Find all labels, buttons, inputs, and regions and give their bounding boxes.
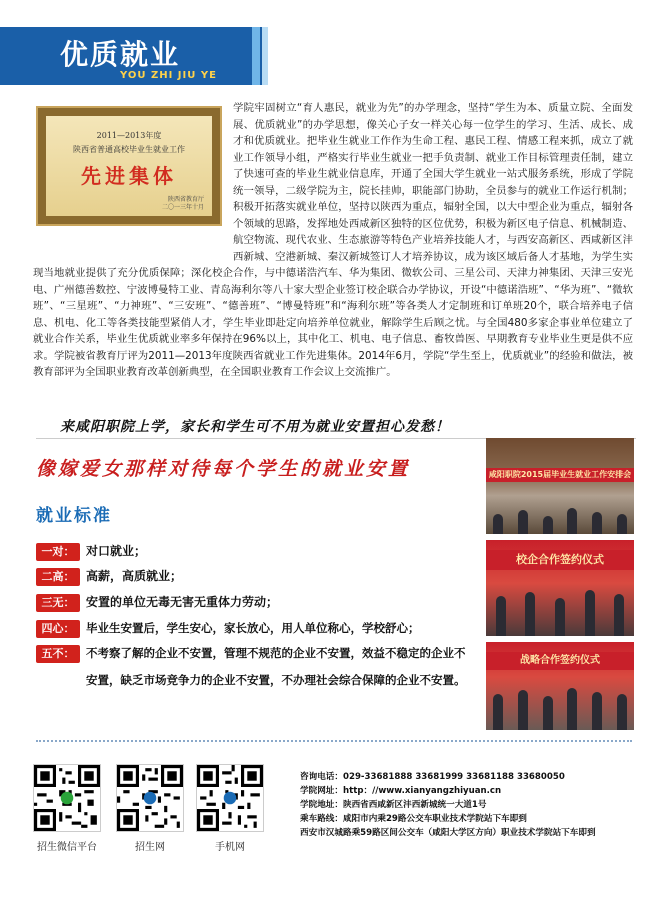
page-subtitle: YOU ZHI JIU YE xyxy=(120,70,217,81)
photo-banner: 战略合作签约仪式 xyxy=(486,652,634,670)
photo-people xyxy=(486,590,634,636)
qr-code-icon[interactable] xyxy=(116,764,184,832)
contact-site-link[interactable]: http：//www.xianyangzhiyuan.cn xyxy=(342,786,502,796)
page-title: 优质就业 xyxy=(60,38,181,71)
plaque-issuer xyxy=(162,196,204,212)
standard-tag: 五不： xyxy=(36,645,80,663)
contact-phone-row xyxy=(300,770,596,784)
contact-route-2: 西安市汉城路乘59路区间公交车（咸阳大学区方向）职业技术学院站下车即到 xyxy=(300,828,596,838)
award-plaque xyxy=(36,106,222,226)
contact-site-label: 学院网址： xyxy=(300,786,343,796)
contact-phone-label: 咨询电话： xyxy=(300,772,343,782)
contact-phone[interactable]: 029-33681888 33681999 33681188 33680050 xyxy=(342,772,565,782)
standard-tag: 四心： xyxy=(36,620,80,638)
standard-text: 毕业生安置后，学生安心，家长放心，用人单位称心，学校舒心； xyxy=(86,621,420,635)
contact-route-1: 咸阳市内乘29路公交车职业技术学院站下车即到 xyxy=(342,814,527,824)
photo-people xyxy=(486,688,634,730)
standard-text: 高薪，高质就业； xyxy=(86,569,183,583)
header-stripe xyxy=(252,27,260,85)
qr-label: 招生网 xyxy=(135,842,165,853)
header-stripe-light xyxy=(262,27,268,85)
qr-label: 手机网 xyxy=(215,842,245,853)
cooperation-photo xyxy=(486,642,634,730)
standard-tag: 三无： xyxy=(36,594,80,612)
signing-photo xyxy=(486,540,634,636)
meeting-photo xyxy=(486,438,634,534)
plaque-date: 二〇一三年十月 xyxy=(161,204,204,211)
photo-banner: 咸阳职院2015届毕业生就业工作安排会 xyxy=(486,468,634,482)
standard-text: 安置的单位无毒无害无重体力劳动； xyxy=(86,595,279,609)
contact-site-row xyxy=(300,784,596,798)
standard-text: 对口就业； xyxy=(86,544,147,558)
contact-addr-label: 学院地址： xyxy=(300,800,343,810)
standards-title: 就业标准 xyxy=(36,506,112,526)
slogan-line: 来咸阳职院上学，家长和学生可不用为就业安置担心发愁！ xyxy=(60,419,450,435)
slogan-headline: 像嫁爱女那样对待每个学生的就业安置 xyxy=(36,458,411,480)
footer-divider xyxy=(36,740,632,742)
intro-text: 学院牢固树立“育人惠民，就业为先”的办学理念，坚持“学生为本、质量立院、全面发展、优质就业”的办学思想，像关心子女一样关心每一位学生的学习、生活、成长、成才和优质就业。把毕业生就业工作作为生命工程、惠民工程、情感工程来抓，成立了就业工作领导小组，严格实行毕业生就业一把手负责制、就业工作目标管理责任制，建立了快速可查的毕业生就业信息库，开通了全国大学生就业一站式服务系统，形成了学院统一领导，二级学院为主，院长挂帅，职能部门协助，全员参与的就业工作运行机制；积极开拓落实就业单位，坚持以陕西为重点，辐射全国，以大中型企业为重点，辐射各个领域的思路，发挥地处西咸新区独特的区位优势，积极为新区电子信息、机械制造、航空物流、现代农业、生态旅游等特色产业培养技能人才，与西安高新区、西咸新区沣西新城、空港新城、秦汉新城签订人才培养协议，成为该区域后备人才基地，为学生实现当地就业提供了充分优质保障；深化校企合作，与中德诺浩汽车、华为集团、微软公司、三星公司、天津力神集团、天津三安光电、广州德善数控、宁波博曼特工业、青岛海利尔等八十家大型企业签订校企联合办学协议，开设“中德诺浩班”、“华为班”、“微软班”、“三星班”、“力神班”、“三安班”、“德善班”、“博曼特班”和“海利尔班”等各类人才定制班和订单班20个，联合培养电子信息、机电、化工等各类技能型紧俏人才，学生毕业即赴定向培养单位就业，解除学生后顾之忧。与全国480多家企事业单位建立了就业合作关系，毕业生优质就业率多年保持在96%以上，其中化工、机电、电子信息、畜牧兽医、早期教育专业毕业生更是供不应求。学院被省教育厅评为2011—2013年度陕西省就业工作先进集体。2014年6月，学院“学生至上，优质就业”的经验和做法，被教育部评为全国职业教育改革创新典型，在全国职业教育工作会议上交流推广。 xyxy=(33,102,633,378)
plaque-org: 陕西省教育厅 xyxy=(167,196,204,203)
contact-route-label: 乘车路线： xyxy=(300,814,343,824)
qr-code-icon[interactable] xyxy=(33,764,101,832)
standard-tag: 二高： xyxy=(36,568,80,586)
contact-route-row-2 xyxy=(300,826,596,840)
contact-info xyxy=(300,770,596,840)
contact-address: 陕西省西咸新区沣西新城统一大道1号 xyxy=(342,800,487,810)
standard-text: 不考察了解的企业不安置，管理不规范的企业不安置，效益不稳定的企业不安置，缺乏市场竞争力的企业不安置，不办理社会综合保障的企业不安置。 xyxy=(86,646,466,687)
plaque-subtitle: 陕西省普通高校毕业生就业工作 xyxy=(73,145,185,154)
contact-route-row xyxy=(300,812,596,826)
qr-label: 招生微信平台 xyxy=(37,842,97,853)
photo-banner: 校企合作签约仪式 xyxy=(486,550,634,570)
photo-people xyxy=(486,508,634,534)
contact-addr-row xyxy=(300,798,596,812)
plaque-year: 2011—2013年度 xyxy=(96,131,162,140)
plaque-title: 先进集体 xyxy=(81,164,177,188)
qr-code-icon[interactable] xyxy=(196,764,264,832)
standard-tag: 一对： xyxy=(36,543,80,561)
